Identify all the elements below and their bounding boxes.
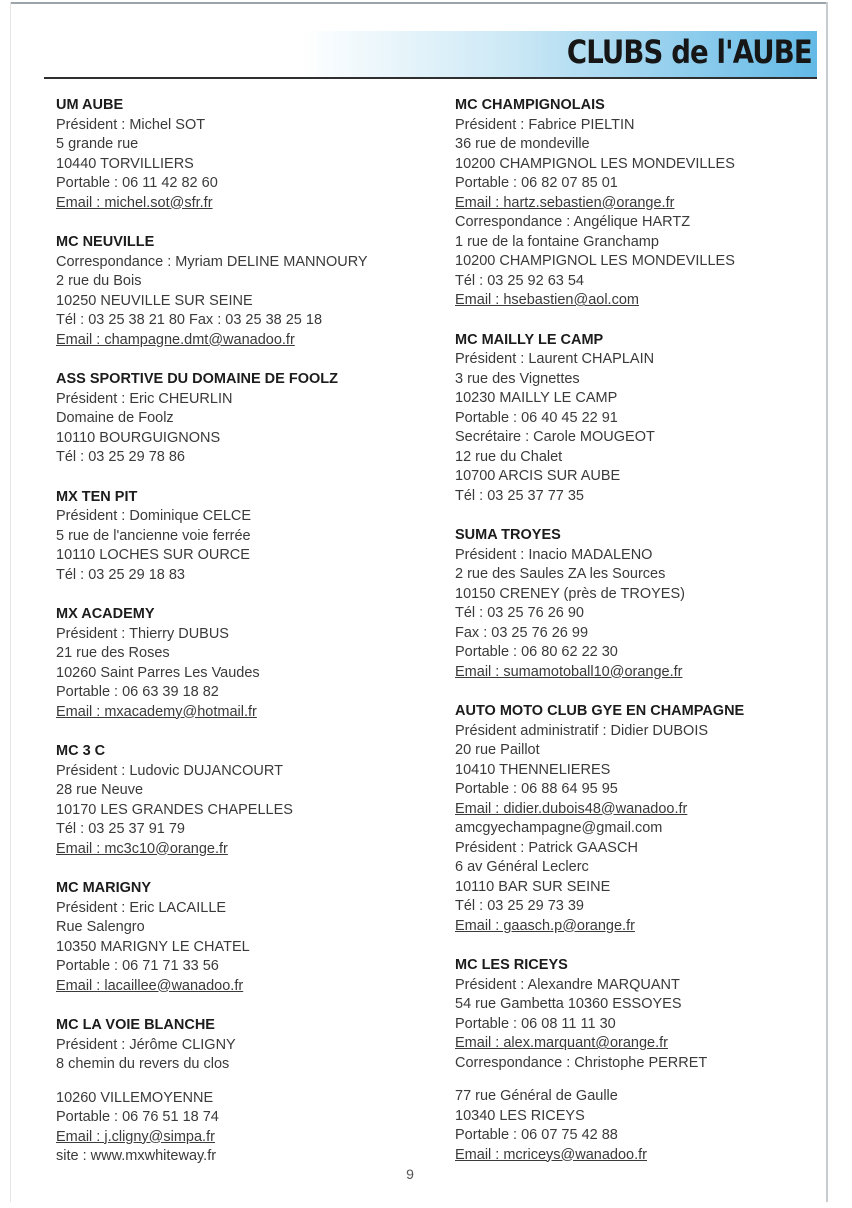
page-top-border bbox=[10, 2, 828, 4]
contact-line: amcgyechampagne@gmail.com bbox=[455, 820, 663, 836]
contact-line: Président administratif : Didier DUBOIS bbox=[455, 722, 709, 739]
contact-line: Président : Laurent CHAPLAIN bbox=[455, 351, 655, 367]
club-mc-champignolais bbox=[455, 96, 815, 311]
contact-line: Tél : 03 25 76 26 90 bbox=[455, 605, 584, 621]
contact-line: 20 rue Paillot bbox=[455, 742, 540, 758]
contact-line: Président : Dominique CELCE bbox=[56, 508, 252, 524]
contact-line: Portable : 06 88 64 95 95 bbox=[455, 781, 618, 797]
contact-line: Portable : 06 11 42 82 60 bbox=[56, 175, 218, 191]
email-link[interactable]: Email : didier.dubois48@wanadoo.fr bbox=[455, 800, 688, 817]
contact-line: Portable : 06 71 71 33 56 bbox=[56, 958, 219, 974]
club-name: MC 3 C bbox=[56, 743, 106, 759]
club-name: MC LA VOIE BLANCHE bbox=[56, 1017, 215, 1033]
contact-line: Président : Ludovic DUJANCOURT bbox=[56, 762, 283, 779]
contact-line: Tél : 03 25 38 21 80 Fax : 03 25 38 25 18 bbox=[56, 312, 323, 328]
contact-line: 1 rue de la fontaine Granchamp bbox=[455, 233, 659, 250]
email-link[interactable]: Email : hartz.sebastien@orange.fr bbox=[455, 194, 675, 211]
contact-line: Tél : 03 25 29 78 86 bbox=[56, 449, 185, 465]
club-mc-les-riceys bbox=[455, 956, 815, 1165]
contact-line: Président : Thierry DUBUS bbox=[56, 625, 229, 642]
club-name: SUMA TROYES bbox=[455, 527, 561, 543]
club-name: MX TEN PIT bbox=[56, 488, 138, 505]
page-right-border bbox=[826, 2, 828, 1202]
club-auto-moto-club-gye-en-champagne bbox=[455, 702, 815, 936]
contact-line: 10150 CRENEY (près de TROYES) bbox=[455, 585, 685, 602]
club-mc-mailly-le-camp bbox=[455, 331, 815, 507]
contact-line: Portable : 06 80 62 22 30 bbox=[455, 644, 618, 660]
club-um-aube bbox=[56, 96, 436, 213]
club-name: MC CHAMPIGNOLAIS bbox=[455, 97, 605, 113]
spacer bbox=[56, 1075, 436, 1089]
email-link[interactable]: Email : alex.marquant@orange.fr bbox=[455, 1035, 668, 1051]
contact-line: Portable : 06 82 07 85 01 bbox=[455, 175, 618, 191]
spacer bbox=[455, 1073, 815, 1087]
contact-line: 10350 MARIGNY LE CHATEL bbox=[56, 938, 250, 955]
contact-line: Président : Alexandre MARQUANT bbox=[455, 976, 680, 993]
contact-line: 10340 LES RICEYS bbox=[455, 1107, 585, 1124]
contact-line: 10110 LOCHES SUR OURCE bbox=[56, 547, 250, 563]
contact-line: 54 rue Gambetta 10360 ESSOYES bbox=[455, 996, 682, 1012]
contact-line: 6 av Général Leclerc bbox=[455, 859, 589, 875]
club-mc-marigny bbox=[56, 879, 436, 996]
club-name: AUTO MOTO CLUB GYE EN CHAMPAGNE bbox=[455, 703, 745, 719]
email-link[interactable]: Email : hsebastien@aol.com bbox=[455, 292, 639, 308]
contact-line: 8 chemin du revers du clos bbox=[56, 1056, 230, 1072]
club-name: UM AUBE bbox=[56, 97, 124, 113]
club-mx-academy bbox=[56, 605, 436, 722]
contact-line: Portable : 06 08 11 11 30 bbox=[455, 1015, 616, 1032]
left-column bbox=[56, 96, 436, 1187]
club-name: MC LES RICEYS bbox=[455, 957, 568, 973]
contact-line: Tél : 03 25 29 18 83 bbox=[56, 566, 185, 583]
contact-line: 5 rue de l'ancienne voie ferrée bbox=[56, 527, 251, 544]
contact-line: 10700 ARCIS SUR AUBE bbox=[455, 468, 621, 484]
contact-line: Portable : 06 63 39 18 82 bbox=[56, 684, 219, 700]
contact-line: Fax : 03 25 76 26 99 bbox=[455, 624, 589, 641]
contact-line: Secrétaire : Carole MOUGEOT bbox=[455, 429, 655, 445]
email-link[interactable]: Email : mxacademy@hotmail.fr bbox=[56, 703, 257, 720]
contact-line: 10260 Saint Parres Les Vaudes bbox=[56, 664, 260, 681]
contact-line: Tél : 03 25 37 77 35 bbox=[455, 487, 584, 504]
club-name: MX ACADEMY bbox=[56, 606, 155, 622]
email-link[interactable]: Email : j.cligny@simpa.fr bbox=[56, 1128, 215, 1145]
contact-line: site : www.mxwhiteway.fr bbox=[56, 1148, 217, 1164]
contact-line: Tél : 03 25 37 91 79 bbox=[56, 821, 185, 837]
contact-line: 10170 LES GRANDES CHAPELLES bbox=[56, 801, 293, 818]
contact-line: Président : Patrick GAASCH bbox=[455, 839, 638, 856]
club-name: ASS SPORTIVE DU DOMAINE DE FOOLZ bbox=[56, 371, 338, 387]
contact-line: Portable : 06 76 51 18 74 bbox=[56, 1109, 219, 1125]
club-name: MC MAILLY LE CAMP bbox=[455, 331, 604, 348]
right-column bbox=[455, 96, 815, 1185]
club-name: MC NEUVILLE bbox=[56, 234, 155, 250]
contact-line: Domaine de Foolz bbox=[56, 410, 174, 426]
email-link[interactable]: Email : sumamotoball10@orange.fr bbox=[455, 663, 683, 680]
email-link[interactable]: Email : champagne.dmt@wanadoo.fr bbox=[56, 331, 295, 348]
contact-line: 28 rue Neuve bbox=[56, 782, 144, 798]
contact-line: 10440 TORVILLIERS bbox=[56, 155, 194, 172]
contact-line: 10260 VILLEMOYENNE bbox=[56, 1089, 214, 1106]
contact-line: 77 rue Général de Gaulle bbox=[455, 1088, 618, 1104]
contact-line: 10410 THENNELIERES bbox=[455, 761, 611, 778]
contact-line: Portable : 06 40 45 22 91 bbox=[455, 409, 618, 426]
contact-line: 2 rue du Bois bbox=[56, 273, 142, 289]
email-link[interactable]: Email : michel.sot@sfr.fr bbox=[56, 194, 213, 211]
contact-line: 2 rue des Saules ZA les Sources bbox=[455, 566, 666, 582]
contact-line: 10250 NEUVILLE SUR SEINE bbox=[56, 292, 253, 309]
contact-line: Président : Eric LACAILLE bbox=[56, 899, 227, 916]
email-link[interactable]: Email : mc3c10@orange.fr bbox=[56, 840, 228, 857]
contact-line: Portable : 06 07 75 42 88 bbox=[455, 1127, 618, 1143]
contact-line: 10230 MAILLY LE CAMP bbox=[455, 390, 618, 406]
email-link[interactable]: Email : lacaillee@wanadoo.fr bbox=[56, 977, 244, 994]
club-mc-3-c bbox=[56, 742, 436, 859]
contact-line: Rue Salengro bbox=[56, 919, 145, 935]
page-number: 9 bbox=[406, 1166, 414, 1182]
contact-line: 5 grande rue bbox=[56, 136, 139, 152]
club-suma-troyes bbox=[455, 526, 815, 682]
contact-line: 12 rue du Chalet bbox=[455, 448, 563, 465]
club-mc-neuville bbox=[56, 233, 436, 350]
contact-line: Président : Eric CHEURLIN bbox=[56, 390, 233, 407]
contact-line: 36 rue de mondeville bbox=[455, 136, 590, 152]
contact-line: 10110 BAR SUR SEINE bbox=[455, 878, 611, 895]
email-link[interactable]: Email : gaasch.p@orange.fr bbox=[455, 917, 635, 934]
contact-line: Tél : 03 25 29 73 39 bbox=[455, 898, 584, 914]
club-mc-la-voie-blanche bbox=[56, 1016, 436, 1167]
email-link[interactable]: Email : mcriceys@wanadoo.fr bbox=[455, 1146, 647, 1163]
page-left-border bbox=[10, 2, 11, 1202]
contact-line: Correspondance : Angélique HARTZ bbox=[455, 214, 691, 230]
club-name: MC MARIGNY bbox=[56, 880, 152, 896]
contact-line: Tél : 03 25 92 63 54 bbox=[455, 272, 584, 289]
club-ass-sportive-du-domaine-de-foolz bbox=[56, 370, 436, 468]
contact-line: Correspondance : Myriam DELINE MANNOURY bbox=[56, 253, 368, 270]
page-title: CLUBS de l'AUBE bbox=[567, 33, 812, 71]
contact-line: Correspondance : Christophe PERRET bbox=[455, 1054, 708, 1071]
contact-line: Président : Michel SOT bbox=[56, 116, 206, 133]
contact-line: 21 rue des Roses bbox=[56, 645, 170, 661]
contact-line: 10110 BOURGUIGNONS bbox=[56, 429, 221, 446]
header-underline bbox=[44, 77, 817, 79]
contact-line: 10200 CHAMPIGNOL LES MONDEVILLES bbox=[455, 155, 735, 172]
contact-line: Président : Inacio MADALENO bbox=[455, 546, 653, 563]
club-mx-ten-pit bbox=[56, 488, 436, 586]
contact-line: Président : Fabrice PIELTIN bbox=[455, 116, 635, 133]
contact-line: Président : Jérôme CLIGNY bbox=[56, 1036, 236, 1053]
contact-line: 10200 CHAMPIGNOL LES MONDEVILLES bbox=[455, 253, 735, 269]
contact-line: 3 rue des Vignettes bbox=[455, 370, 580, 387]
